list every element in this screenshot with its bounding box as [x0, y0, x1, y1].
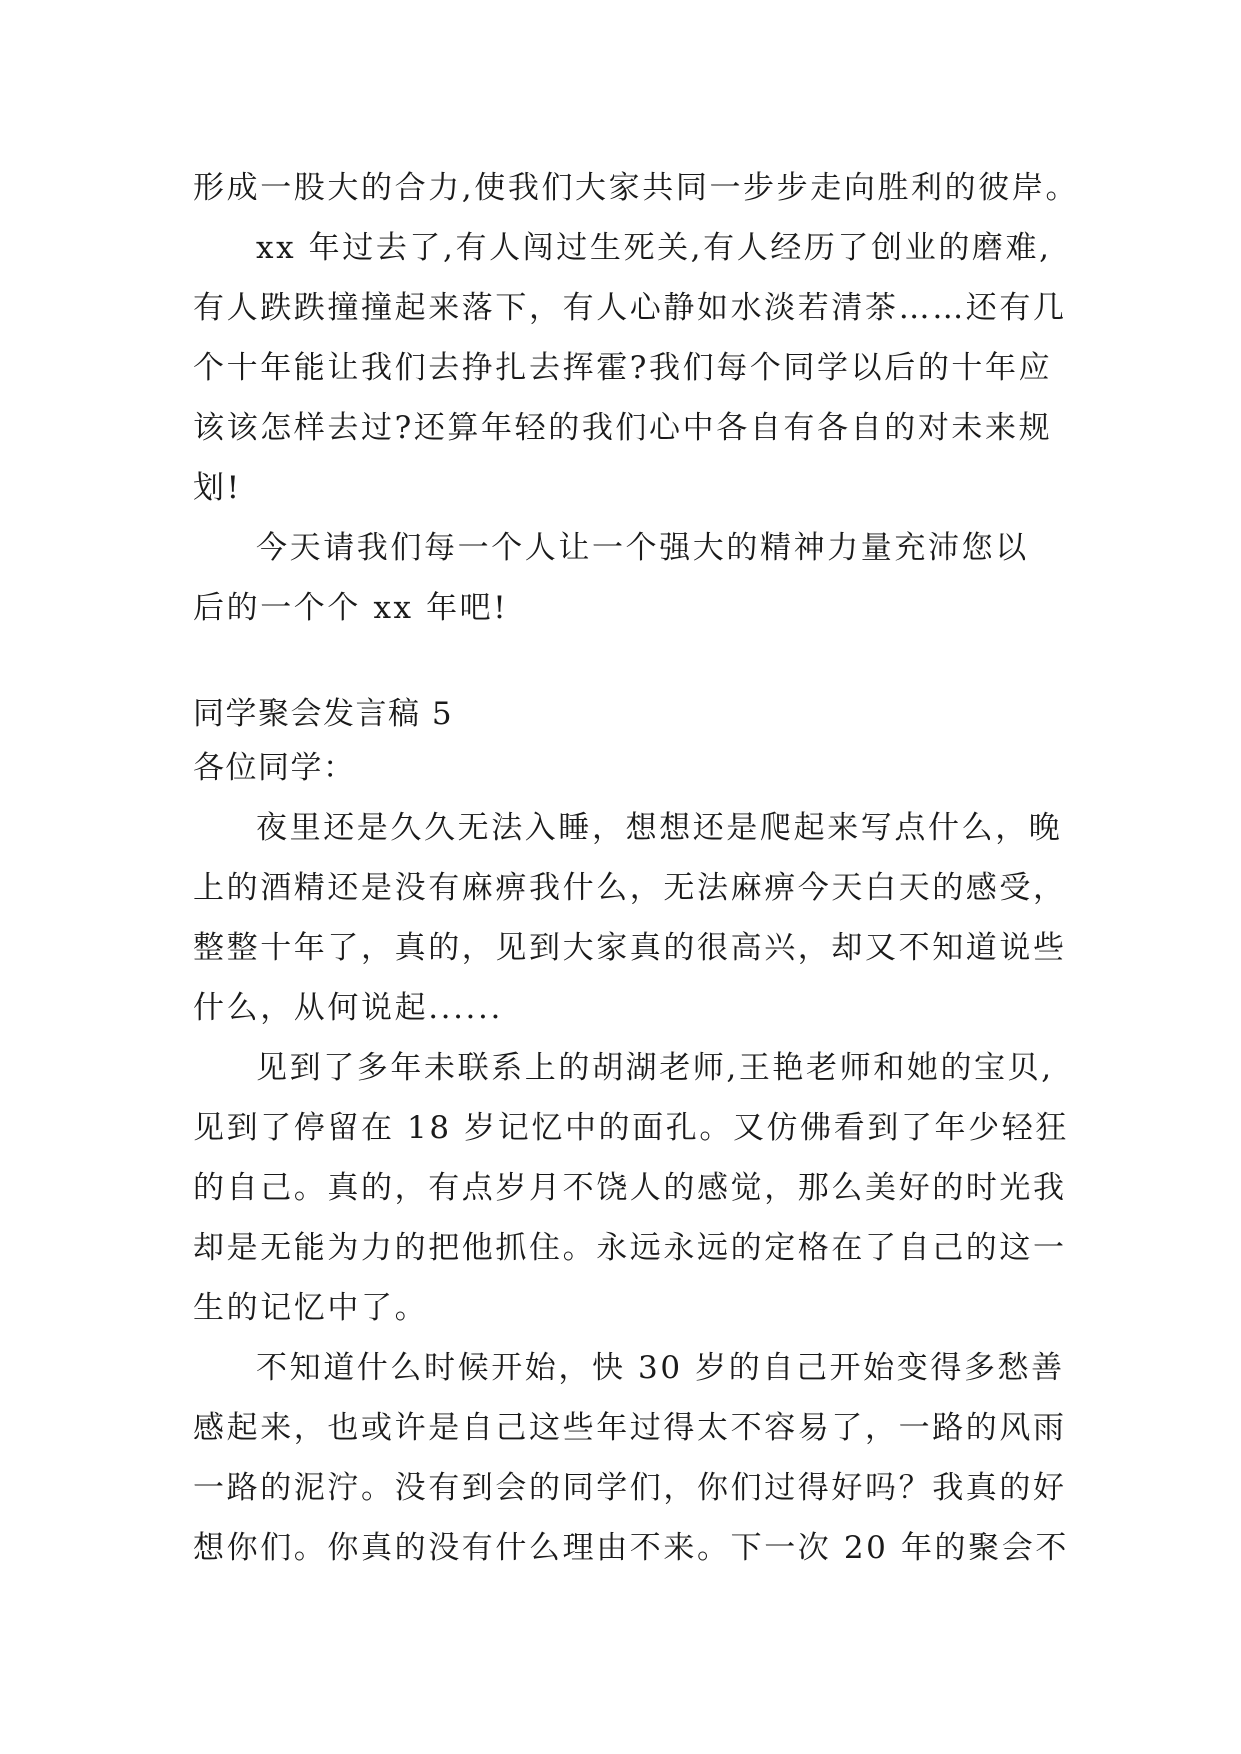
text-line: 什么，从何说起...... — [193, 990, 503, 1026]
paragraph-start-line: xx 年过去了,有人闯过生死关,有人经历了创业的磨难, — [256, 230, 1052, 266]
text-line: 有人跌跌撞撞起来落下，有人心静如水淡若清茶……还有几 — [193, 290, 1067, 326]
text-line: 生的记忆中了。 — [193, 1290, 429, 1326]
text-line: 个十年能让我们去挣扎去挥霍?我们每个同学以后的十年应 — [193, 350, 1053, 386]
text-line: 上的酒精还是没有麻痹我什么，无法麻痹今天白天的感受， — [193, 870, 1067, 906]
text-line: 后的一个个 xx 年吧! — [193, 590, 509, 626]
text-line: 的自己。真的，有点岁月不饶人的感觉，那么美好的时光我 — [193, 1170, 1067, 1206]
text-line: 见到了停留在 18 岁记忆中的面孔。又仿佛看到了年少轻狂 — [193, 1110, 1069, 1146]
text-line: 该该怎样去过?还算年轻的我们心中各自有各自的对未来规 — [193, 410, 1053, 446]
paragraph-start-line: 夜里还是久久无法入睡，想想还是爬起来写点什么，晚 — [256, 810, 1063, 846]
section-heading: 同学聚会发言稿 5 — [193, 696, 454, 732]
text-line: 想你们。你真的没有什么理由不来。下一次 20 年的聚会不 — [193, 1530, 1069, 1566]
text-line: 整整十年了，真的，见到大家真的很高兴，却又不知道说些 — [193, 930, 1067, 966]
paragraph-start-line: 今天请我们每一个人让一个强大的精神力量充沛您以 — [256, 530, 1029, 566]
salutation: 各位同学： — [193, 750, 356, 786]
text-line: 却是无能为力的把他抓住。永远永远的定格在了自己的这一 — [193, 1230, 1067, 1266]
text-line: 划! — [193, 470, 242, 506]
paragraph-start-line: 不知道什么时候开始，快 30 岁的自己开始变得多愁善 — [256, 1350, 1065, 1386]
paragraph-start-line: 见到了多年未联系上的胡湖老师,王艳老师和她的宝贝, — [256, 1050, 1054, 1086]
text-line: 感起来，也或许是自己这些年过得太不容易了，一路的风雨 — [193, 1410, 1067, 1446]
text-line: 一路的泥泞。没有到会的同学们，你们过得好吗？我真的好 — [193, 1470, 1067, 1506]
text-line: 形成一股大的合力,使我们大家共同一步步走向胜利的彼岸。 — [193, 170, 1080, 206]
